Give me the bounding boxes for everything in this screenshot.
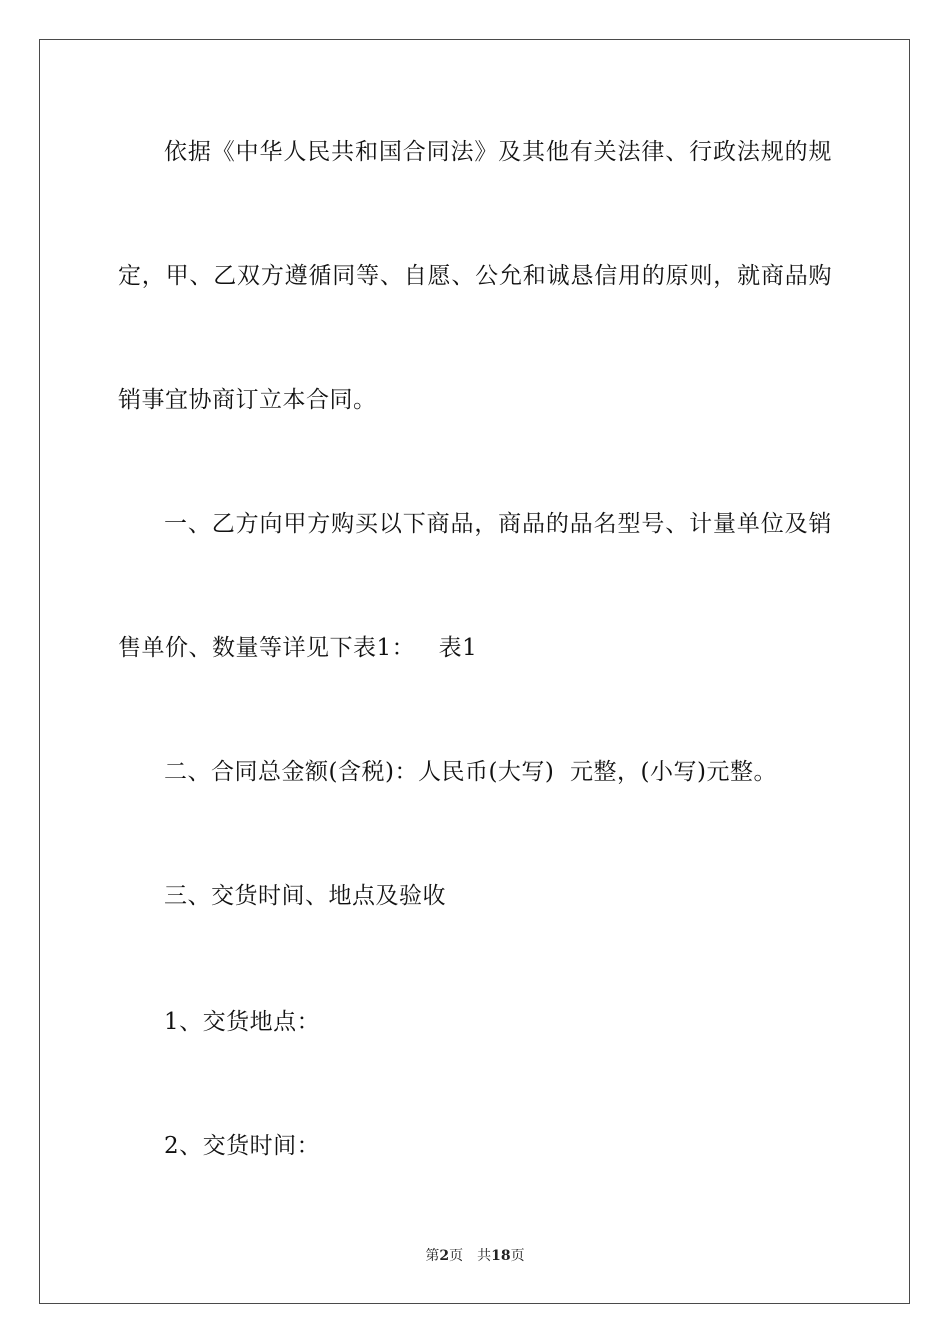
page-unit: 页	[449, 1248, 464, 1264]
clause-2-total-amount: 二、合同总金额(含税)：人民币(大写) 元整，(小写)元整。	[164, 759, 777, 785]
delivery-time: 2、交货时间：	[164, 1133, 321, 1159]
clause-1-line-1: 一、乙方向甲方购买以下商品，商品的品名型号、计量单位及销	[164, 511, 832, 537]
clause-3-heading: 三、交货时间、地点及验收	[164, 883, 446, 909]
page-total: 18	[491, 1248, 511, 1264]
clause-1-line-2: 售单价、数量等详见下表1： 表1	[118, 635, 478, 661]
total-prefix: 共	[477, 1248, 492, 1264]
total-unit: 页	[510, 1248, 525, 1264]
page-current: 2	[439, 1248, 450, 1264]
page-border	[39, 39, 910, 1304]
paragraph-line-3: 销事宜协商订立本合同。	[118, 387, 377, 413]
paragraph-line-2: 定，甲、乙双方遵循同等、自愿、公允和诚恳信用的原则，就商品购	[118, 263, 832, 289]
page-footer	[0, 1246, 950, 1266]
delivery-location: 1、交货地点：	[164, 1009, 321, 1035]
page-prefix: 第	[425, 1248, 440, 1264]
paragraph-line-1: 依据《中华人民共和国合同法》及其他有关法律、行政法规的规	[164, 139, 832, 165]
